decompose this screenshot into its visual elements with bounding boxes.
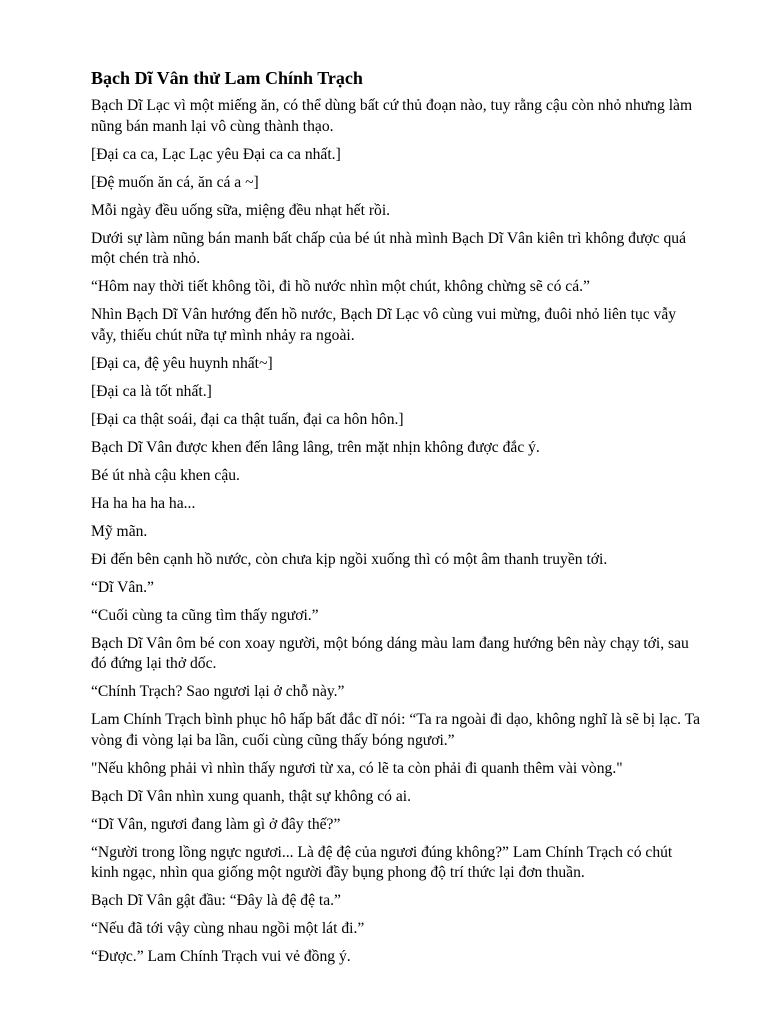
paragraph: Bạch Dĩ Vân ôm bé con xoay người, một bóng dáng màu lam đang hướng bên này chạy tới, sau đó đứng lại thở dốc.: [91, 634, 689, 672]
paragraph: “Được.” Lam Chính Trạch vui vẻ đồng ý.: [91, 948, 351, 965]
paragraph: “Cuối cùng ta cũng tìm thấy ngươi.”: [91, 606, 319, 624]
paragraph: Bạch Dĩ Vân nhìn xung quanh, thật sự không có ai.: [91, 787, 411, 805]
paragraph: Bé út nhà cậu khen cậu.: [91, 466, 240, 484]
paragraph: “Dĩ Vân, ngươi đang làm gì ở đây thế?”: [91, 815, 341, 833]
paragraph: [Đại ca là tốt nhất.]: [91, 382, 212, 400]
paragraph: "Nếu không phải vì nhìn thấy ngươi từ xa, có lẽ ta còn phải đi quanh thêm vài vòng.": [91, 759, 623, 777]
paragraph: Dưới sự làm nũng bán manh bất chấp của bé út nhà mình Bạch Dĩ Vân kiên trì không được quá một chén trà nhỏ.: [91, 229, 687, 267]
document-page: [91, 66, 701, 975]
paragraph: “Dĩ Vân.”: [91, 578, 154, 596]
paragraph: [Đại ca ca, Lạc Lạc yêu Đại ca ca nhất.]: [91, 145, 341, 163]
document-title: Bạch Dĩ Vân thử Lam Chính Trạch: [91, 68, 363, 88]
paragraph: Ha ha ha ha ha...: [91, 494, 196, 512]
paragraph: [Đại ca, đệ yêu huynh nhất~]: [91, 354, 273, 372]
paragraph: Mỹ mãn.: [91, 522, 148, 540]
paragraph: Đi đến bên cạnh hồ nước, còn chưa kịp ngồi xuống thì có một âm thanh truyền tới.: [91, 550, 608, 568]
paragraph: [Đệ muốn ăn cá, ăn cá a ~]: [91, 173, 259, 191]
paragraph: “Hôm nay thời tiết không tồi, đi hồ nước nhìn một chút, không chừng sẽ có cá.”: [91, 278, 590, 295]
paragraph: Lam Chính Trạch bình phục hô hấp bất đắc dĩ nói: “Ta ra ngoài đi dạo, không nghĩ là sẽ bị lạc. Ta vòng đi vòng lại ba lần, cuối cùng cũng thấy bóng ngươi.”: [91, 711, 701, 749]
paragraph: Nhìn Bạch Dĩ Vân hướng đến hồ nước, Bạch Dĩ Lạc vô cùng vui mừng, đuôi nhỏ liên tục vẫy vẫy, thiếu chút nữa tự mình nhảy ra ngoài.: [91, 306, 677, 344]
paragraph: “Chính Trạch? Sao ngươi lại ở chỗ này.”: [91, 683, 345, 700]
paragraph: Bạch Dĩ Vân gật đầu: “Đây là đệ đệ ta.”: [91, 892, 341, 909]
paragraph: Bạch Dĩ Vân được khen đến lâng lâng, trên mặt nhịn không được đắc ý.: [91, 438, 540, 456]
paragraph: [Đại ca thật soái, đại ca thật tuấn, đại ca hôn hôn.]: [91, 410, 404, 428]
paragraph: “Nếu đã tới vậy cùng nhau ngồi một lát đi.”: [91, 920, 365, 937]
paragraph: Mỗi ngày đều uống sữa, miệng đều nhạt hết rồi.: [91, 201, 391, 219]
paragraph: Bạch Dĩ Lạc vì một miếng ăn, có thể dùng bất cứ thủ đoạn nào, tuy rằng cậu còn nhỏ nhưng làm nũng bán manh lại vô cùng thành thạo.: [91, 97, 693, 135]
paragraph: “Người trong lồng ngực ngươi... Là đệ đệ của ngươi đúng không?” Lam Chính Trạch có chút kinh ngạc, nhìn qua giống một người đầy bụng phong độ trí thức lại đơn thuần.: [91, 843, 673, 881]
